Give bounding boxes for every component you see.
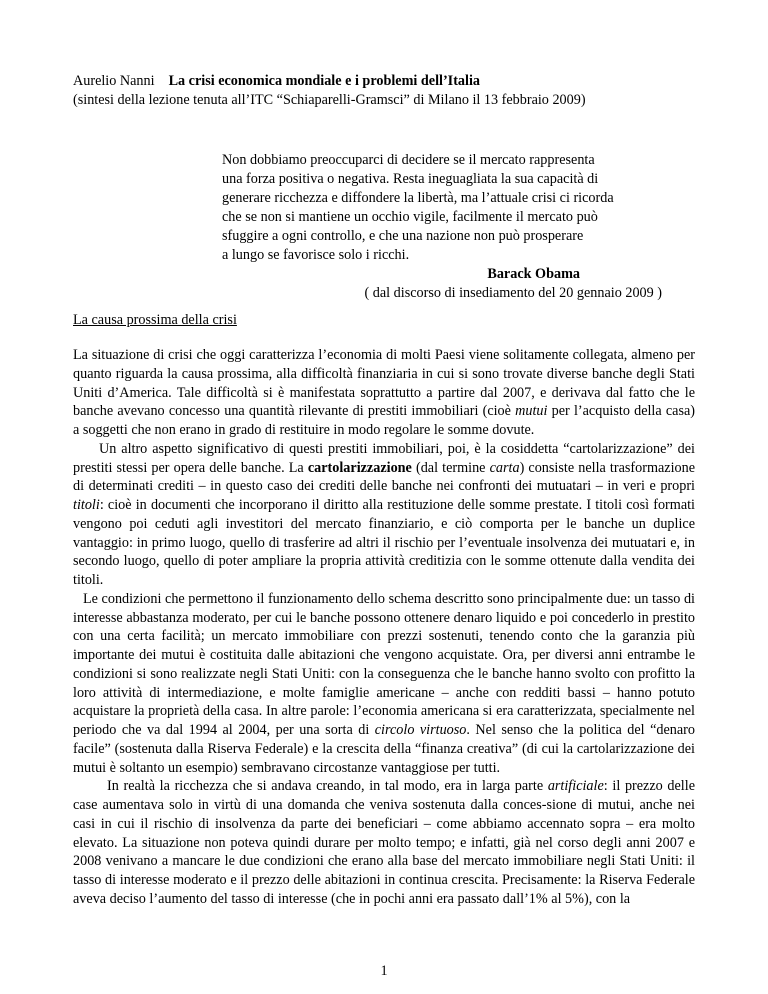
- text-run: . Nel senso che la politica del “denaro facile” (sostenuta dalla Riserva Federale) e la crescita della “finanza creativa” (di cui la cartolarizzazione dei mutui è soltanto un esempio) sembravano circostanze vantaggiose per tutti.: [73, 722, 695, 776]
- text-run: (dal termine: [411, 459, 490, 476]
- paragraph: [73, 777, 695, 908]
- text-run: La situazione di crisi che oggi caratterizza l’economia di molti Paesi viene solitamente collegata, almeno per quanto riguarda la causa prossima, alla difficoltà finanziaria in cui si sono trovate diverse banche degli Stati Uniti d’America. Tale difficoltà si è manifestata soprattutto a partire dal 2007, e derivava dal fatto che le banche avevano concesso una quantità rilevante di prestiti immobiliari (cioè: [73, 347, 695, 420]
- epigraph-author: Barack Obama: [487, 266, 580, 282]
- paragraph: [73, 590, 695, 778]
- text-run: per l’acquisto della casa) a soggetti che non erano in grado di restituire in modo regolare le somme dovute.: [73, 403, 695, 438]
- paragraph: [73, 346, 695, 440]
- italic-term: mutui: [515, 403, 548, 420]
- section-heading: La causa prossima della crisi: [73, 312, 237, 328]
- italic-term: titoli: [73, 497, 100, 513]
- epigraph-line: Non dobbiamo preoccuparci di decidere se il mercato rappresenta: [222, 152, 595, 168]
- epigraph-source: ( dal discorso di insediamento del 20 gennaio 2009 ): [364, 285, 662, 301]
- body-text: [73, 346, 695, 909]
- document-subtitle: (sintesi della lezione tenuta all’ITC “Schiaparelli-Gramsci” di Milano il 13 febbraio 2009): [73, 92, 586, 108]
- page-number: 1: [380, 963, 388, 979]
- epigraph-line: a lungo se favorisce solo i ricchi.: [222, 247, 410, 263]
- text-run: In realtà la ricchezza che si andava creando, in tal modo, era in larga parte: [107, 778, 548, 795]
- text-run: Le condizioni che permettono il funzionamento dello schema descritto sono principalmente due: un tasso di interesse abbastanza moderato, per cui le banche possono ottenere denaro liquido e poi concederlo in prestito con una certa facilità; un mercato immobiliare con prezzi sostenuti, tenendo conto che la garanzia più importante dei mutui è costituita dalle abitazioni che vengono acquistate. Ora, per diversi anni entrambe le condizioni si sono realizzate negli Stati Uniti: con la conseguenza che le banche hanno svolto con profitto la loro attività di intermediazione, e molte famiglie americane – anche con redditi bassi – hanno potuto acquistare la proprietà della casa. In altre parole: l’economia americana si era caratterizzata, specialmente nel periodo che va dal 1994 al 2004, per una sorta di: [73, 590, 695, 738]
- epigraph-line: che se non si mantiene un occhio vigile, facilmente il mercato può: [222, 209, 598, 225]
- epigraph-line: una forza positiva o negativa. Resta ineguagliata la sua capacità di: [222, 171, 599, 187]
- text-run: Un altro aspetto significativo di questi prestiti immobiliari, poi, è la cosiddetta “cartolarizzazione” dei prestiti stessi per opera delle banche. La: [73, 440, 695, 476]
- text-run: ) consiste nella trasformazione di determinati crediti – in questo caso dei crediti delle banche nei confronti dei mutuatari – in veri e propri: [73, 459, 696, 495]
- text-run: : il prezzo delle case aumentava solo in virtù di una domanda che veniva sostenuta dalla conces-sione di mutui, anche nei casi in cui il rischio di insolvenza da parte dei beneficiari – come abbiamo accennato sopra – era molto elevato. La situazione non poteva quindi durare per molto tempo; e infatti, già nel corso degli anni 2007 e 2008 venivano a mancare le due condizioni che erano alla base del mercato immobiliare negli Stati Uniti: il tasso di interesse moderato e il prezzo delle abitazioni in continua crescita. Precisamente: la Riserva Federale aveva deciso l’aumento del tasso di interesse (che in pochi anni era passato dall’1% al 5%), con la: [73, 778, 695, 907]
- epigraph: [222, 151, 662, 303]
- author-name: Aurelio Nanni: [73, 73, 155, 89]
- italic-term: artificiale: [547, 778, 604, 795]
- header-line: [73, 72, 713, 91]
- bold-term: cartolarizzazione: [307, 459, 412, 476]
- italic-term: carta: [489, 459, 520, 476]
- italic-term: circolo virtuoso: [374, 722, 467, 738]
- document-header: [73, 72, 713, 110]
- paragraph: [73, 440, 695, 590]
- epigraph-line: generare ricchezza e diffondere la libertà, ma l’attuale crisi ci ricorda: [222, 190, 614, 206]
- document-title: La crisi economica mondiale e i problemi dell’Italia: [168, 73, 481, 89]
- text-run: : cioè in documenti che incorporano il diritto alla restituzione delle somme prestate. I titoli così formati vengono poi ceduti agli investitori del mercato finanziario, e ciò comporta per le banche un duplice vantaggio: in primo luogo, quello di trasferire ad altri il rischio per l’eventuale insolvenza dei mutuatari e, in secondo luogo, quello di poter ampliare la propria attività creditizia con le somme ottenute dalla vendita dei titoli.: [73, 497, 695, 588]
- epigraph-line: sfuggire a ogni controllo, e che una nazione non può prosperare: [222, 228, 584, 244]
